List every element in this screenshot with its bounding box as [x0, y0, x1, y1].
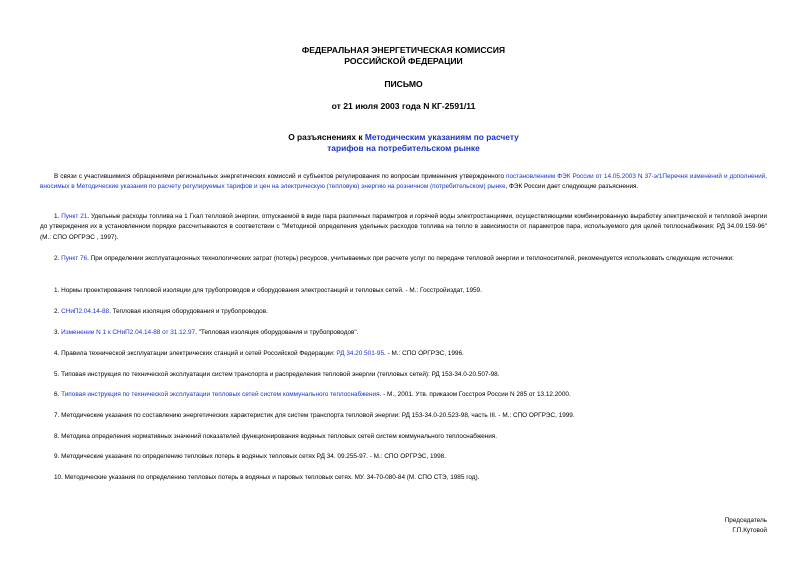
signature-title: Председатель [724, 517, 767, 524]
subject-link-part2[interactable]: тарифов на потребительском рынке [327, 143, 480, 153]
point-1-link[interactable]: Пункт 21 [61, 213, 88, 220]
point-1-num: 1. [54, 213, 62, 220]
point-1-text: . Удельные расходы топлива на 1 Гкал тепловой энергии, отпускаемой в виде пара различных параметров и горячей воды электростанциями, осуществляющими комбинированную выработку электрической и тепловой энергии до утверждения их в установленном порядке рассчитываются в соответствии с "Методикой определения удельных расходов топлива на тепло в зависимости от параметров пара, используемого для целей теплоснабжения: РД 34.09.159-96" (М.: СПО ОРГРЭС , 1997). [40, 213, 768, 241]
point-2-paragraph [40, 254, 767, 264]
source-4-link[interactable]: РД 34.20.501-95 [336, 350, 385, 357]
source-item-1: 1. Нормы проектирования тепловой изоляции для трубопроводов и оборудования электростанций и тепловых сетей. - М.: Госстройиздат, 1959. [54, 287, 482, 294]
subject-line2 [0, 143, 807, 154]
intro-text-2: , ФЭК России дает следующие разъяснения. [505, 183, 639, 191]
point-2-num: 2. [54, 255, 62, 262]
source-3-num: 3. [54, 329, 62, 336]
source-item-2 [54, 307, 767, 317]
source-item-9: 9. Методические указания по определению тепловых потерь в водяных тепловых сетях РД 34. 09.255-97. - М.: СПО ОРГРЭС, 1998. [54, 453, 446, 460]
source-item-6 [54, 390, 767, 400]
header-line2: РОССИЙСКОЙ ФЕДЕРАЦИИ [344, 56, 463, 66]
source-2-num: 2. [54, 308, 62, 315]
header-line1: ФЕДЕРАЛЬНАЯ ЭНЕРГЕТИЧЕСКАЯ КОМИССИЯ [301, 45, 506, 55]
source-item-10: 10. Методические указания по определению тепловых потерь в водяных и паровых тепловых сетях. МУ. 34-70-080-84 (М. СПО СТЭ, 1985 год). [54, 474, 480, 481]
intro-paragraph [40, 172, 767, 193]
source-6-text: . - М., 2001. Утв. приказом Госстроя России N 285 от 13.12.2000. [379, 391, 571, 398]
subject-link-part1[interactable]: Методическим указаниям по расчету [364, 132, 519, 142]
source-item-4 [54, 349, 767, 359]
source-item-7: 7. Методические указания по составлению энергетических характеристик для систем транспорта тепловой энергии: РД 153-34.0-20.523-98, часть III. - М.: СПО ОРГРЭС, 1999. [54, 412, 575, 419]
point-1-paragraph [40, 212, 767, 243]
source-6-num: 6. [54, 391, 62, 398]
signature-name: Г.П.Кутовой [732, 527, 767, 534]
point-2-text: . При определении эксплуатационных технологических затрат (потерь) ресурсов, учитываемых при расчете услуг по передаче тепловой энергии и теплоносителей, рекомендуется использовать следующие источники: [87, 255, 734, 262]
source-6-link[interactable]: Типовая инструкция по технической эксплуатации тепловых сетей систем коммунального теплоснабжения [61, 391, 380, 398]
source-2-link[interactable]: СНиП2.04.14-88 [61, 308, 110, 315]
doc-type: ПИСЬМО [384, 79, 423, 89]
doc-date-number: от 21 июля 2003 года N КГ-2591/11 [331, 101, 476, 111]
source-item-5: 5. Типовая инструкция по технической эксплуатации систем транспорта и распределения тепловой энергии (тепловых сетей): РД 153-34.0-20.507-98. [54, 371, 500, 378]
point-2-link[interactable]: Пункт 76 [61, 255, 88, 262]
subject-prefix: О разъяснениях к [288, 132, 365, 142]
source-2-text: . Тепловая изоляция оборудования и трубопроводов. [109, 308, 268, 315]
intro-link-postanovlenie[interactable]: постановлением ФЭК России от 14.05.2003 N 37-э/1Перечня изменений и дополнений, вносимых в Методические указания по расчету регулируемых тарифов и цен на электрическую (тепловую) энергию на розничном (потребительском) рынке [40, 173, 767, 191]
intro-text-1: В связи с участившимися обращениями региональных энергетических комиссий и субъектов регулирования по вопросам применения утвержденного [54, 173, 507, 180]
subject-line1 [0, 132, 807, 143]
source-4-tail: . - М.: СПО ОРГРЭС, 1996. [384, 350, 464, 357]
source-item-3 [54, 328, 767, 338]
source-3-text: . "Тепловая изоляция оборудования и трубопроводов". [195, 329, 359, 336]
source-item-8: 8. Методика определения нормативных значений показателей функционирования водяных тепловых сетей систем коммунального теплоснабжения. [54, 433, 498, 440]
source-4-text: 4. Правила технической эксплуатации электрических станций и сетей Российской Федерации: [54, 350, 337, 357]
source-3-link[interactable]: Изменение N 1 к СНиП2.04.14-88 от 31.12.97 [61, 329, 196, 336]
